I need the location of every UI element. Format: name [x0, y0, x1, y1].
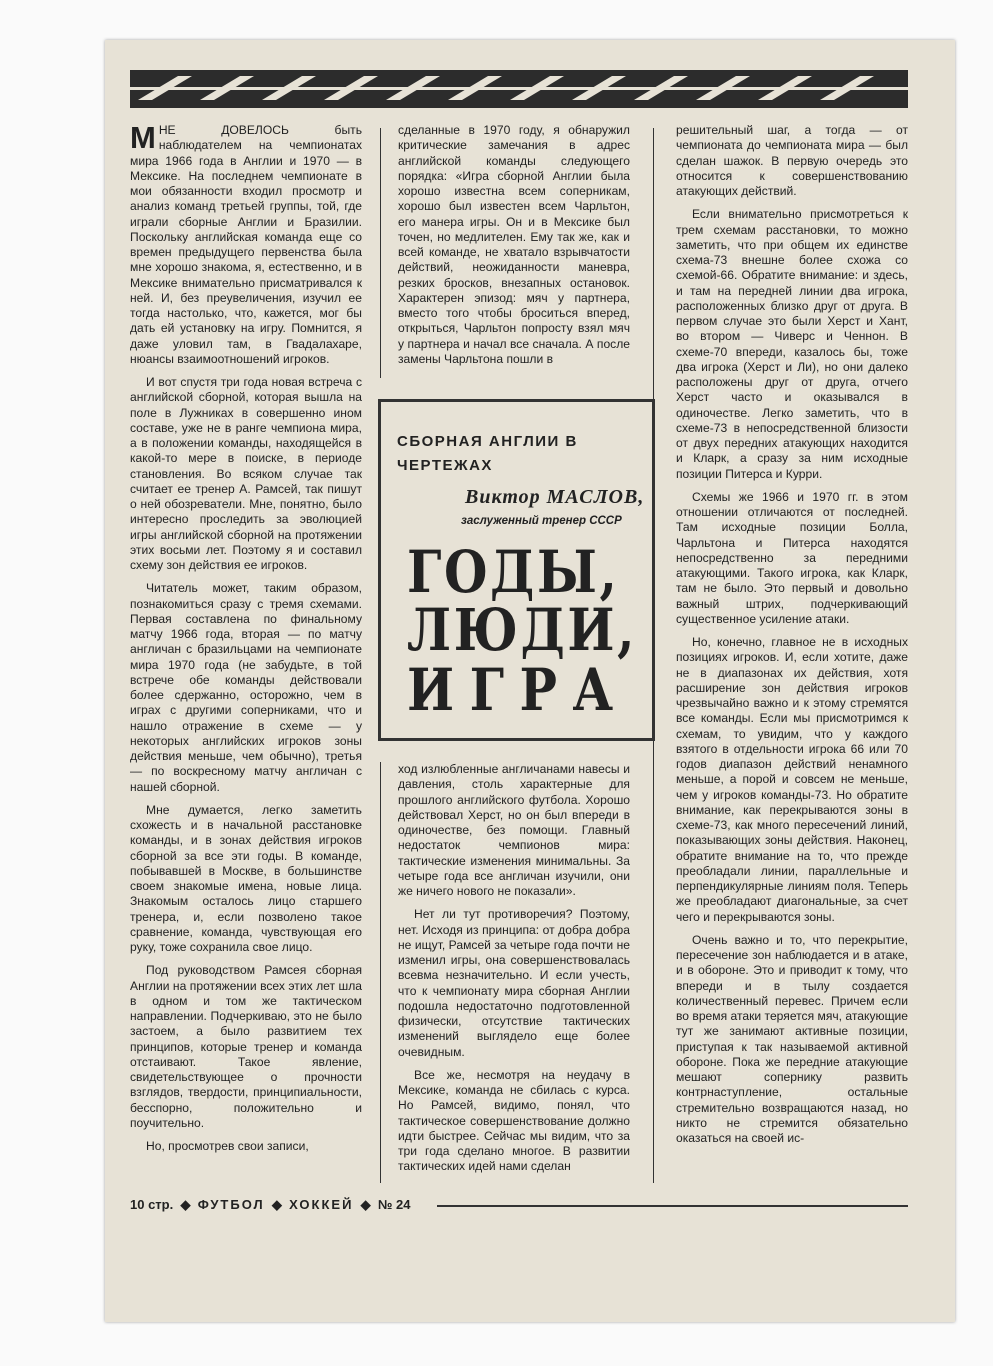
paragraph: НЕ ДОВЕЛОСЬ быть наблюдателем на чемпионатах мира 1966 года в Англии и 1970 — в Мексике. На последнем чемпионате в мои обязанности входил просмотр и анализ команд третьей группы, той, где играли сборные Англии и Бразилии. Поскольку английская команда еще со времен предыдущего первенства была мне хорошо знакома, я, естественно, и в Мексике внимательно присматривался к ней. И, без преувеличения, изучил ее тогда настолько, что, кажется, мог бы дать ей установку на игру. Помнится, я даже уловил там, в Гвадалахаре, нюансы взаимоотношений игроков. [130, 123, 362, 366]
paragraph: решительный шаг, а тогда — от чемпионата до чемпионата мира — был сделан шажок. В первую очередь это относится к совершенствованию атакующих действий. [676, 123, 908, 198]
column-divider [380, 128, 381, 378]
paragraph: Очень важно и то, что перекрытие, пересечение зон наблюдается и в атаке, и в обороне. Это и приводит к тому, что впереди и в тылу создается количественный перевес. Причем если во время атаки теряется мяч, атакующие тут же занимают активные позиции, приступая к так называемой активной обороне. Пока же передние атакующие мешают сопернику развить контрнаступление, остальные стремительно возвращаются назад, но никто не стремится обязательно оказаться на своей ис- [676, 932, 908, 1145]
page-footer [130, 1196, 908, 1216]
paragraph: Схемы же 1966 и 1970 гг. в этом отношении отличаются от последней. Там исходные позиции Болла, Чарльтона и Питерса находятся непосредственно за передними атакующими. Такого игрока, как Кларк, там не было. Это первый и довольно важный штрих, подчеркивающий существенное усиление атаки. [676, 489, 908, 626]
article-column-2-top [398, 123, 630, 375]
paragraph: Под руководством Рамсея сборная Англии на протяжении всех этих лет шла в одном и том же тактическом направлении. Подчеркиваю, это не было застоем, а было развитием тех принципов, которые тренер и команда отстаивают. Такое явление, свидетельствующее о прочности взглядов, твердости, принципиальности, бесспорно, положительно и поучительно. [130, 963, 362, 1130]
paragraph: Но, конечно, главное не в исходных позициях игроков. И, если хотите, даже не в диапазонах их действия, хотя расширение зон действия игроков чрезвычайно важно и к этому стремятся все команды. Если мы присмотримся к схемам, то увидим, что у каждого взятого в отдельности игрока 66 или 70 годов диапазон действий ненамного меньше, а порой и совсем не меньше, чем у игроков команды-73. Но обратите внимание, как перекрываются зоны в схеме-73, как много пересечений линий, показывающих зоны действия. Наконец, обратите внимание на то, что прежде преобладали линии, параллельные и перпендикулярные линиям поля. Теперь же преобладают диагональные, за счет чего и перекрываются зоны. [676, 635, 908, 924]
issue-number: № 24 [377, 1197, 411, 1213]
diamond-icon: ◆ [357, 1196, 375, 1212]
paragraph: ход излюбленные англичанами навесы и давления, столь характерные для прошлого английского футбола. Хорошо действовал Херст, но он был впереди в одиночестве, без помощи. Главный недостаток чемпионов мира: тактические изменения минимальны. За четыре года все англичан изучили, они же ничего нового не показали». [398, 762, 630, 898]
paragraph: сделанные в 1970 году, я обнаружил критические замечания в адрес английской команды следующего порядка: «Игра сборной Англии была хорошо известна всем соперникам, хорошо был известен всем Чарльтон, его манера игры. Он и в Мексике был точен, но медлителен. Ему так же, как и всей команде, не хватало взрывчатости действий, неожиданности маневра, резких бросков, внезапных остановок. Характерен эпизод: мяч у партнера, вместо того чтобы броситься вперед, открыться, Чарльтон попросту взял мяч у партнера и начал все сначала. А после замены Чарльтона пошли в [398, 123, 630, 366]
paragraph: Все же, несмотря на неудачу в Мексике, команда не сбилась с курса. Но Рамсей, видимо, понял, что тактическое совершенствование должно идти быстрее. Сейчас мы видим, что за три года сделано многое. В развитии тактических идей нами сделан [398, 1067, 630, 1174]
section-label: СБОРНАЯ АНГЛИИ В ЧЕРТЕЖАХ [397, 433, 578, 474]
paragraph: Нет ли тут противоречия? Поэтому, нет. Исходя из принципа: от добра добра не ищут, Рамсей за четыре года почти не изменил игры, она совершенствовалась всевма незначительно. И если учесть, что к чемпионату мира сборная Англии подошла недостаточно подготовленной физически, отсутствие тактических изменений выглядело еще более очевидным. [398, 907, 630, 1059]
magazine-name: ФУТБОЛ [197, 1197, 265, 1213]
author-title: заслуженный тренер СССР [461, 515, 622, 527]
diamond-icon: ◆ [268, 1196, 286, 1212]
headline-line-3: ИГРА [407, 656, 629, 724]
decorative-banner [130, 70, 908, 108]
article-column-2-bottom [398, 762, 630, 1183]
diamond-icon: ◆ [176, 1196, 195, 1212]
column-divider [380, 762, 381, 1183]
page-number: 10 стр. [130, 1197, 174, 1213]
headline-line-1: ГОДЫ, [407, 538, 620, 606]
author-name: Виктор МАСЛОВ, [465, 486, 645, 508]
magazine-name: ХОККЕЙ [289, 1197, 354, 1213]
paragraph: Мне думается, легко заметить схожесть и в начальной расстановке команды, и в зонах действия игроков сборной за все эти годы. В команде, побывавшей в Москве, в большинстве своем знакомые имена, новые лица. Знакомым осталось лицо старшего тренера, и, если позволено такое сравнение, команда, чувствующая его руку, тоже сохранила свое лицо. [130, 802, 362, 954]
article-column-3 [676, 123, 908, 1154]
paragraph: Читатель может, таким образом, познакомиться сразу с тремя схемами. Первая составлена по финальному матчу 1966 года, вторая — по матчу англичан с бразильцами на чемпионате мира 1970 года (не забудьте, в той встрече обе команды действовали более сдержанно, осторожно, чем в играх с другими соперниками, что и нашло отражение в схеме — у некоторых английских игроков зоны действия меньше, чем обычно), третья — по воскресному матчу англичан с нашей сборной. [130, 581, 362, 794]
paragraph: Если внимательно присмотреться к трем схемам расстановки, то можно заметить, что при общем их единстве схема-73 внешне более схожа со схемой-66. Обратите внимание: и здесь, и там на передней линии два игрока, расположенных близко друг от друга. В первом случае это были Херст и Хант, во втором — Чиверс и Ченнон. В схеме-70 впереди, казалось бы, тоже два игрока (Херст и Ли), но они далеко расположены друг от друга, отчего Херст часто и оказывался в одиночестве. Легко заметить, что в схеме-73 в непосредственной близости от двух передних атакующих находится и Кларк, а сразу за ним исходные позиции Питерса и Курри. [676, 207, 908, 481]
column-divider [653, 128, 654, 1183]
paragraph: И вот спустя три года новая встреча с английской сборной, которая вышла на поле в Лужниках в совершенно ином составе, уже не в ранге чемпиона мира, а в положении команды, находящейся в какой-то мере в поиске, в периоде становления. Во всяком случае так считает ее тренер А. Рамсей, так пишут о ней обозреватели. Мне, понятно, было интересно проследить за эволюцией игры английской сборной на протяжении этих восьми лет. Поэтому я и составил схему зон действия ее игроков. [130, 375, 362, 572]
paragraph: Но, просмотрев свои записи, [146, 1139, 309, 1153]
drop-cap: М [130, 120, 156, 155]
footer-rule [437, 1205, 908, 1207]
headline-box [378, 399, 655, 741]
article-column-1 [130, 120, 362, 1162]
headline-line-2: ЛЮДИ, [407, 596, 638, 664]
